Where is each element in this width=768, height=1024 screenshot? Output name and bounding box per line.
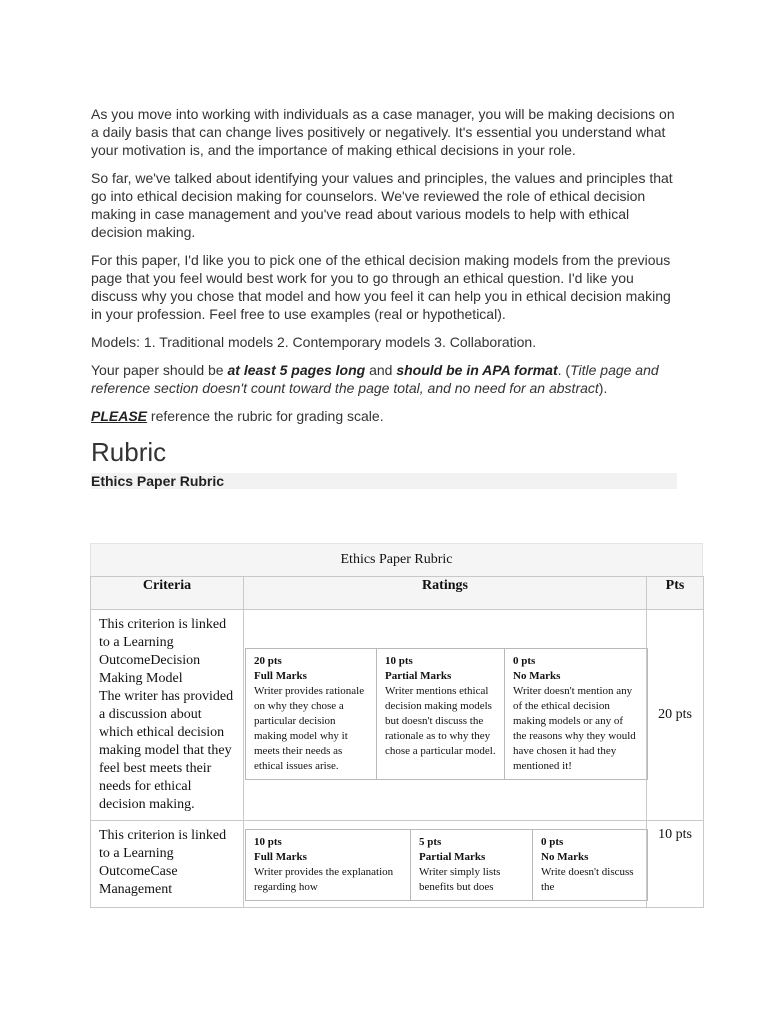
rating-pts: 5 pts: [419, 836, 442, 848]
criterion-pts: 20 pts: [647, 610, 704, 821]
requirements-paragraph: [91, 361, 683, 397]
rating-no-marks: [505, 649, 648, 780]
rubric-reference-text: reference the rubric for grading scale.: [147, 408, 384, 424]
rubric-table: [90, 576, 704, 908]
req-format: should be in APA format: [396, 362, 558, 378]
ratings-inner-table: [245, 648, 648, 780]
table-row: [91, 610, 704, 821]
rating-pts: 20 pts: [254, 655, 282, 667]
req-text-e: . (: [557, 362, 571, 378]
rubric-table-caption: Ethics Paper Rubric: [90, 543, 703, 576]
rating-description: Writer doesn't mention any of the ethical decision making models or any of the reasons why they would have chosen it had they mentioned it!: [513, 685, 636, 772]
rating-title: Partial Marks: [385, 670, 452, 682]
ratings-cell: [244, 610, 647, 821]
criterion-title: This criterion is linked to a Learning OutcomeCase Management: [99, 828, 227, 897]
rubric-header-row: [91, 577, 704, 610]
criterion-pts: 10 pts: [647, 821, 704, 908]
criterion-cell: [91, 821, 244, 908]
rating-title: Full Marks: [254, 851, 307, 863]
models-paragraph: Models: 1. Traditional models 2. Contemporary models 3. Collaboration.: [91, 334, 537, 350]
rating-description: Writer provides rationale on why they chose a particular decision making model why it meets their needs as ethical issues arise.: [254, 685, 365, 772]
rating-pts: 10 pts: [385, 655, 413, 667]
criteria-header: Criteria: [91, 577, 244, 610]
ratings-cell: [244, 821, 647, 908]
pts-header: Pts: [647, 577, 704, 610]
rating-description: Writer mentions ethical decision making models but doesn't discuss the rationale as to why they chose a particular model.: [385, 685, 496, 757]
req-length: at least 5 pages long: [227, 362, 366, 378]
rating-no-marks: [533, 830, 648, 901]
req-note: Title page and reference section doesn't count toward the page total, and no need for an abstract: [91, 362, 659, 396]
rating-title: Full Marks: [254, 670, 307, 682]
req-text-a: Your paper should be: [91, 362, 228, 378]
ratings-header: Ratings: [244, 577, 647, 610]
rating-description: Write doesn't discuss the: [541, 866, 634, 893]
rating-pts: 10 pts: [254, 836, 282, 848]
rating-full-marks: [246, 830, 411, 901]
rating-title: Partial Marks: [419, 851, 486, 863]
criterion-description: The writer has provided a discussion about which ethical decision making model that they feel best meets their needs for ethical decision making.: [99, 689, 234, 812]
rating-partial-marks: [411, 830, 533, 901]
req-text-c: and: [365, 362, 397, 378]
rating-pts: 0 pts: [541, 836, 564, 848]
context-paragraph: So far, we've talked about identifying your values and principles, the values and principles that go into ethical decision making for counselors. We've reviewed the role of ethical decision making in case management and you've read about various models to help with ethical decision making.: [91, 170, 673, 240]
rubric-subheading: Ethics Paper Rubric: [91, 473, 677, 489]
task-paragraph: For this paper, I'd like you to pick one of the ethical decision making models from the previous page that you feel would best work for you to go through an ethical question. I'd like you discuss why you chose that model and how you feel it can help you in ethical decision making in your profession. Feel free to use examples (real or hypothetical).: [91, 252, 671, 322]
rating-description: Writer provides the explanation regarding how: [254, 866, 394, 893]
rating-pts: 0 pts: [513, 655, 536, 667]
please-emphasis: PLEASE: [91, 408, 148, 424]
ratings-inner-table: [245, 829, 648, 901]
rating-title: No Marks: [513, 670, 561, 682]
rating-title: No Marks: [541, 851, 589, 863]
rubric-heading: Rubric: [91, 437, 167, 467]
rating-partial-marks: [377, 649, 505, 780]
assignment-instructions: [91, 105, 683, 499]
rating-full-marks: [246, 649, 377, 780]
req-text-g: ).: [598, 380, 608, 396]
table-row: [91, 821, 704, 908]
rubric-table-container: [90, 543, 703, 908]
intro-paragraph: As you move into working with individuals as a case manager, you will be making decisions on a daily basis that can change lives positively or negatively. It's essential you understand what your motivation is, and the importance of making ethical decisions in your role.: [91, 106, 675, 158]
criterion-title: This criterion is linked to a Learning OutcomeDecision Making Model: [99, 617, 227, 686]
rating-description: Writer simply lists benefits but does: [419, 866, 501, 893]
criterion-cell: [91, 610, 244, 821]
rubric-reference-paragraph: [91, 407, 683, 425]
